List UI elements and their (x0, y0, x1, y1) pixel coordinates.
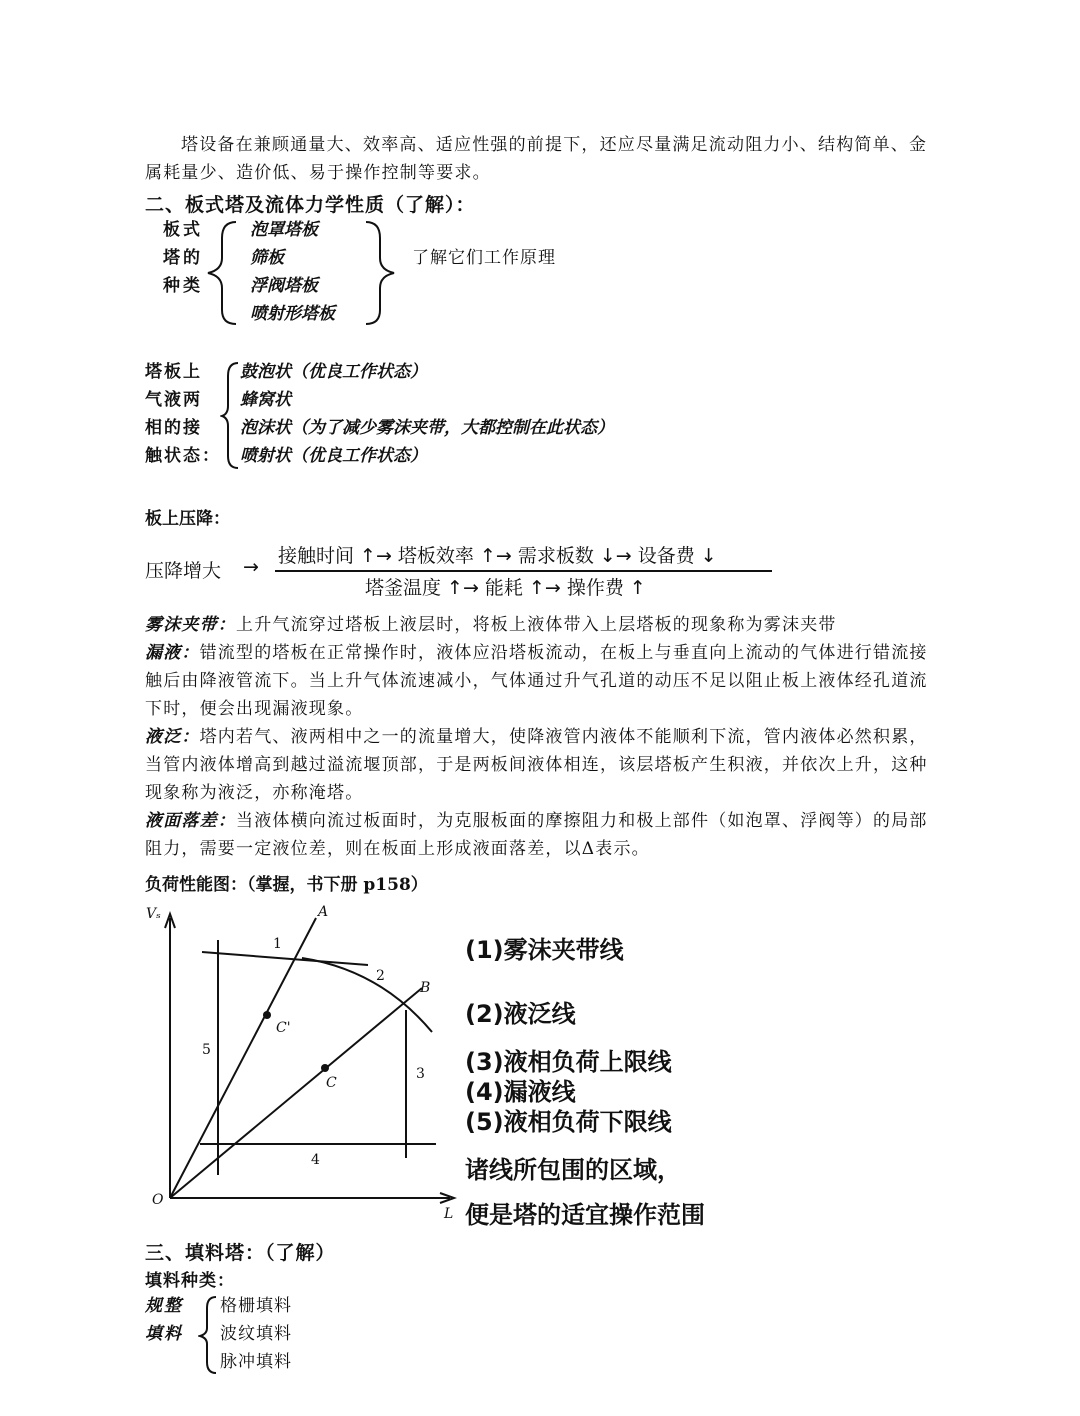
legend-item-4: (4)漏液线 (465, 1078, 576, 1106)
tray-types-left-brace (200, 218, 240, 328)
packing-label: 规整 填料 (145, 1296, 183, 1344)
tray-types-label: 板式 塔的 种类 (163, 220, 203, 296)
section-2-title: 二、板式塔及流体力学性质（了解）： (145, 194, 476, 216)
point-label-c: C (326, 1075, 337, 1091)
legend-item-2: (2)液泛线 (465, 1000, 576, 1028)
load-diagram-title: 负荷性能图：（掌握，书下册 p158） (145, 875, 428, 895)
intro-paragraph: 塔设备在兼顾通量大、效率高、适应性强的前提下，还应尽量满足流动阻力小、结构简单、金属耗量少、造价低、易于操作控制等要求。 (145, 135, 928, 183)
origin-label: O (152, 1192, 164, 1208)
definition-liquid-gradient: 液面落差：当液体横向流过板面时，为克服板面的摩擦阻力和极上部件（如泡罩、浮阀等）的局部阻力，需要一定液位差，则在板面上形成液面落差，以Δ表示。 (145, 811, 928, 859)
tray-type-item: 泡罩塔板 (250, 220, 318, 240)
definition-weeping: 漏液：错流型的塔板在正常操作时，液体应沿塔板流动，在板上与垂直向上流动的气体进行错流接触后由降液管流下。当上升气体流速减小，气体通过升气孔道的动压不足以阻止板上液体经孔道流下时，便会出现漏液现象。 (145, 643, 928, 719)
packing-brace (198, 1294, 220, 1376)
legend-item-region: 诸线所包围的区域， (465, 1156, 681, 1184)
line-OA (170, 918, 316, 1198)
legend-item-1: (1)雾沫夹带线 (465, 936, 624, 964)
axis-label-vs: Vₛ (146, 906, 161, 922)
point-C (321, 1064, 329, 1072)
tray-type-item: 浮阀塔板 (250, 276, 318, 296)
contact-states-brace (220, 360, 242, 472)
definitions (145, 611, 945, 863)
tray-type-item: 筛板 (250, 248, 284, 268)
packing-list (220, 1292, 292, 1376)
line-1-entrainment (202, 952, 368, 965)
packing-item: 波纹填料 (220, 1324, 292, 1344)
packing-item: 脉冲填料 (220, 1352, 292, 1372)
tray-types-right-brace (362, 218, 402, 328)
contact-state-item: 泡沫状（为了减少雾沫夹带，大都控制在此状态） (240, 418, 614, 438)
definition-flooding: 液泛：塔内若气、液两相中之一的流量增大，使降液管内液体不能顺利下流，管内液体必然积累，当管内液体增高到越过溢流堰顶部，于是两板间液体相连，该层塔板产生积液，并依次上升，这种现象称为液泛，亦称淹塔。 (145, 727, 928, 803)
contact-states-label: 塔板上 气液两 相的接 触状态： (145, 362, 221, 466)
point-label-a: A (318, 904, 329, 920)
section-3-subtitle: 填料种类： (145, 1271, 235, 1291)
tray-types-note: 了解它们工作原理 (412, 248, 556, 268)
legend-item-5: (5)液相负荷下限线 (465, 1108, 672, 1136)
definition-foam-entrainment: 雾沫夹带：上升气流穿过塔板上液层时，将板上液体带入上层塔板的现象称为雾沫夹带 (145, 615, 837, 635)
line-label-4: 4 (311, 1152, 320, 1168)
load-performance-diagram (140, 900, 470, 1230)
pressure-formula-arrow: → (243, 556, 259, 578)
contact-state-item: 喷射状（优良工作状态） (240, 446, 427, 466)
tray-types-list (250, 216, 335, 328)
line-label-2: 2 (376, 968, 385, 984)
contact-state-item: 鼓泡状（优良工作状态） (240, 362, 427, 382)
pressure-drop-title: 板上压降： (145, 509, 230, 529)
line-label-5: 5 (202, 1042, 211, 1058)
point-C-prime (263, 1011, 271, 1019)
legend-item-range: 便是塔的适宜操作范围 (465, 1201, 705, 1229)
pressure-formula-bottom: 塔釜温度 ↑→ 能耗 ↑→ 操作费 ↑ (365, 577, 646, 599)
line-label-1: 1 (273, 936, 282, 952)
pressure-formula-divider (275, 570, 772, 572)
contact-states-list (240, 358, 614, 470)
packing-item: 格栅填料 (220, 1296, 292, 1316)
axis-label-l: L (444, 1206, 454, 1222)
line-label-3: 3 (416, 1066, 425, 1082)
point-label-c-prime: C' (276, 1020, 291, 1036)
point-label-b: B (420, 980, 431, 996)
pressure-formula-top: 接触时间 ↑→ 塔板效率 ↑→ 需求板数 ↓→ 设备费 ↓ (278, 545, 717, 567)
legend-item-3: (3)液相负荷上限线 (465, 1048, 672, 1076)
line-OB (170, 988, 422, 1198)
section-3-title: 三、填料塔：（了解） (145, 1242, 336, 1264)
pressure-formula-left: 压降增大 (145, 560, 222, 582)
contact-state-item: 蜂窝状 (240, 390, 291, 410)
tray-type-item: 喷射形塔板 (250, 304, 335, 324)
